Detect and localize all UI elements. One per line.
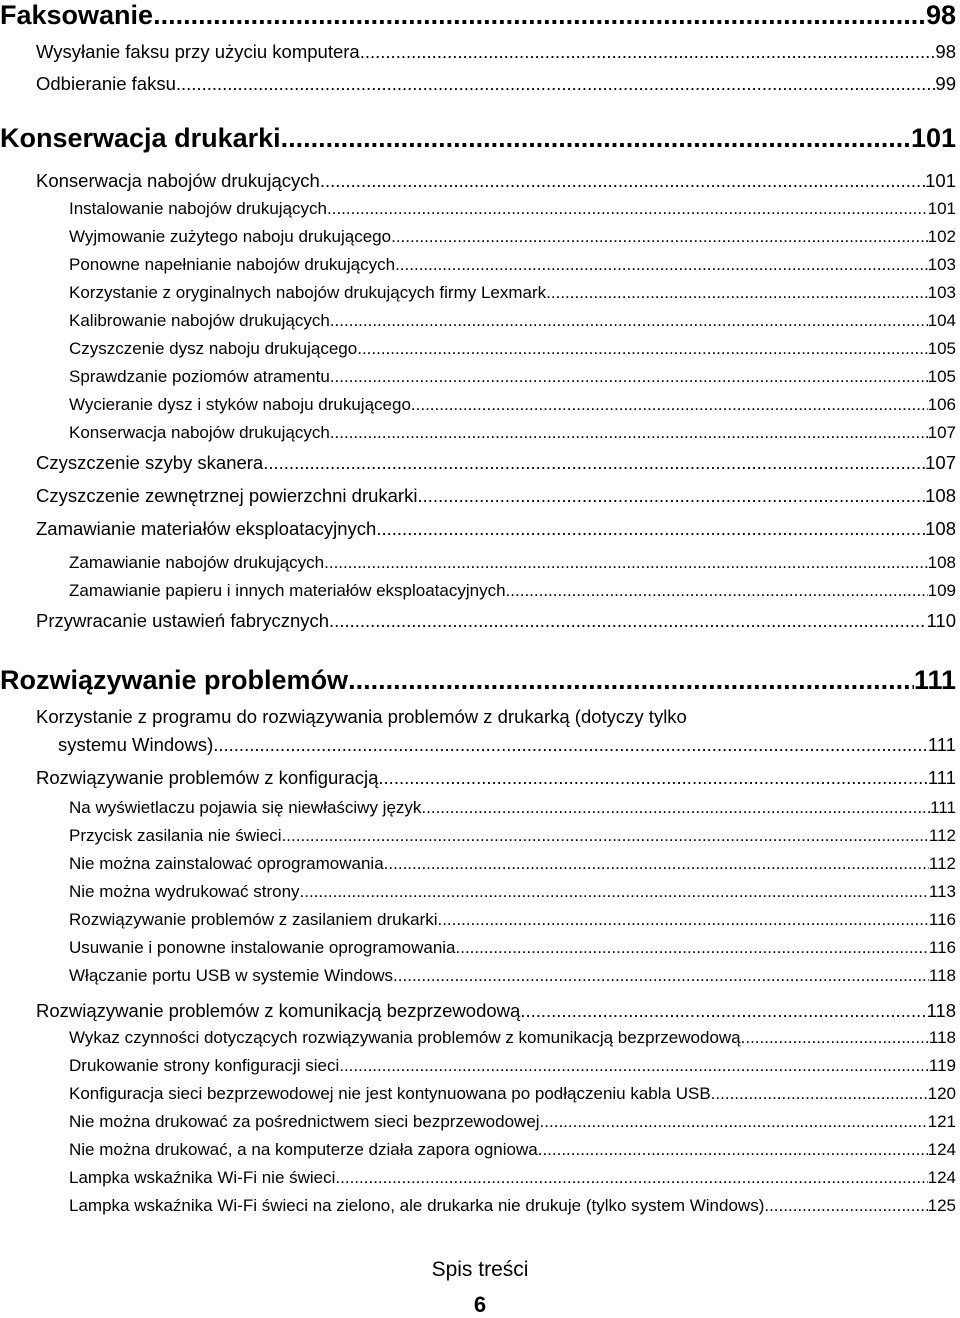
toc-entry[interactable] <box>69 910 956 930</box>
toc-leader-dots <box>540 1112 928 1132</box>
toc-page-number: 124 <box>927 1168 956 1187</box>
toc-entry[interactable] <box>69 1196 956 1216</box>
toc-leader-dots <box>329 610 926 632</box>
toc-entry[interactable] <box>69 423 956 443</box>
toc-entry[interactable] <box>69 826 956 846</box>
toc-entry-title: Przycisk zasilania nie świeci <box>69 826 282 845</box>
toc-entry[interactable] <box>36 41 956 63</box>
toc-entry[interactable] <box>69 227 956 247</box>
toc-entry[interactable] <box>69 1112 956 1132</box>
toc-page-number: 98 <box>925 0 956 30</box>
toc-page-number: 120 <box>927 1084 956 1103</box>
toc-leader-dots <box>456 938 929 958</box>
toc-chapter-entry[interactable] <box>0 665 956 696</box>
toc-page-number: 110 <box>926 610 956 631</box>
toc-entry-title: Kalibrowanie nabojów drukujących <box>69 311 330 330</box>
toc-page-number: 112 <box>928 826 956 845</box>
toc-leader-dots <box>421 798 930 818</box>
toc-page-number: 108 <box>925 485 956 506</box>
toc-leader-dots <box>327 199 928 219</box>
toc-chapter-entry[interactable] <box>0 123 956 154</box>
toc-leader-dots <box>281 123 911 154</box>
toc-entry[interactable] <box>69 1056 956 1076</box>
toc-page-number: 105 <box>927 367 956 386</box>
toc-entry[interactable] <box>36 767 956 789</box>
toc-entry[interactable] <box>69 255 956 275</box>
toc-entry-title: Zamawianie materiałów eksploatacyjnych <box>36 518 377 539</box>
toc-entry-title: Wykaz czynności dotyczących rozwiązywania problemów z komunikacją bezprzewodową <box>69 1028 741 1047</box>
footer-page-number: 6 <box>473 1292 487 1317</box>
toc-entry[interactable] <box>69 581 956 601</box>
toc-entry[interactable] <box>69 199 956 219</box>
toc-page-number: 116 <box>928 938 956 957</box>
toc-entry-title: Nie można drukować za pośrednictwem sieci bezprzewodowej <box>69 1112 540 1131</box>
toc-leader-dots <box>376 518 925 540</box>
toc-leader-dots <box>324 553 927 573</box>
toc-page-number: 118 <box>928 1028 956 1047</box>
toc-page-number: 107 <box>927 423 956 442</box>
toc-entry[interactable] <box>36 518 956 540</box>
toc-entry-title: Włączanie portu USB w systemie Windows <box>69 966 394 985</box>
toc-page-number: 101 <box>910 123 956 153</box>
toc-chapter-entry[interactable] <box>0 0 956 31</box>
toc-leader-dots <box>263 452 925 474</box>
toc-leader-dots <box>378 767 927 789</box>
toc-entry[interactable] <box>69 882 956 902</box>
toc-entry-title: Nie można drukować, a na komputerze działa zapora ogniowa <box>69 1140 538 1159</box>
toc-leader-dots <box>360 41 936 63</box>
toc-entry[interactable] <box>69 283 956 303</box>
toc-leader-dots <box>330 423 928 443</box>
toc-leader-dots <box>546 283 927 303</box>
toc-entry-title: Zamawianie papieru i innych materiałów eksploatacyjnych <box>69 581 506 600</box>
toc-leader-dots <box>391 227 928 247</box>
toc-page-number: 101 <box>927 199 956 218</box>
toc-entry[interactable] <box>69 854 956 874</box>
toc-entry[interactable] <box>69 339 956 359</box>
toc-leader-dots <box>330 311 928 331</box>
toc-leader-dots <box>395 255 928 275</box>
toc-entry-title-line1[interactable]: Korzystanie z programu do rozwiązywania problemów z drukarką (dotyczy tylko <box>36 706 687 727</box>
toc-entry-title: Zamawianie nabojów drukujących <box>69 553 325 572</box>
toc-page-number: 109 <box>927 581 956 600</box>
toc-leader-dots <box>393 966 929 986</box>
toc-entry[interactable] <box>58 734 956 756</box>
toc-entry-title: Sprawdzanie poziomów atramentu <box>69 367 330 386</box>
toc-entry[interactable] <box>36 170 956 192</box>
toc-page-number: 116 <box>928 910 956 929</box>
toc-entry[interactable] <box>69 553 956 573</box>
toc-page-number: 105 <box>927 339 956 358</box>
toc-leader-dots <box>282 826 929 846</box>
toc-page-number: 101 <box>925 170 956 191</box>
toc-page-number: 124 <box>927 1140 956 1159</box>
toc-page-number: 108 <box>925 518 956 539</box>
toc-leader-dots <box>330 367 928 387</box>
footer-section-title: Spis treści <box>431 1258 529 1281</box>
toc-leader-dots <box>520 1000 926 1022</box>
toc-leader-dots <box>348 665 914 696</box>
toc-leader-dots <box>300 882 929 902</box>
toc-entry-title: Konserwacja drukarki <box>0 123 281 153</box>
toc-page-number: 111 <box>927 734 956 755</box>
toc-leader-dots <box>437 910 928 930</box>
toc-entry-title: Wyjmowanie zużytego naboju drukującego <box>69 227 392 246</box>
toc-entry-title: Odbieranie faksu <box>36 73 176 94</box>
toc-leader-dots <box>411 395 928 415</box>
toc-page-number: 104 <box>927 311 956 330</box>
toc-entry-title: Konserwacja nabojów drukujących <box>69 423 330 442</box>
toc-page-number: 102 <box>927 227 956 246</box>
toc-leader-dots <box>506 581 928 601</box>
toc-leader-dots <box>357 339 927 359</box>
toc-entry-title: Nie można zainstalować oprogramowania <box>69 854 384 873</box>
toc-entry-title: Drukowanie strony konfiguracji sieci <box>69 1056 340 1075</box>
toc-entry-title: Konfiguracja sieci bezprzewodowej nie jest kontynuowana po podłączeniu kabla USB <box>69 1084 711 1103</box>
toc-entry[interactable] <box>36 73 956 95</box>
toc-page-number: 107 <box>925 452 956 473</box>
toc-page-number: 119 <box>928 1056 956 1075</box>
toc-leader-dots <box>711 1084 928 1104</box>
toc-entry[interactable] <box>69 367 956 387</box>
toc-entry-title: Rozwiązywanie problemów <box>0 665 349 695</box>
toc-entry[interactable] <box>36 485 956 507</box>
toc-entry[interactable] <box>69 1140 956 1160</box>
toc-entry-title: Czyszczenie dysz naboju drukującego <box>69 339 358 358</box>
toc-leader-dots <box>153 0 926 31</box>
toc-page-number: 111 <box>930 798 956 817</box>
toc-page-number: 111 <box>927 767 956 788</box>
toc-entry-title: Przywracanie ustawień fabrycznych <box>36 610 330 631</box>
toc-page-number: 113 <box>928 882 956 901</box>
toc-entry-title: Wysyłanie faksu przy użyciu komputera <box>36 41 360 62</box>
toc-entry[interactable] <box>36 1000 956 1022</box>
toc-entry-title: Rozwiązywanie problemów z konfiguracją <box>36 767 379 788</box>
toc-entry-title: Lampka wskaźnika Wi-Fi świeci na zielono, ale drukarka nie drukuje (tylko system Windows) <box>69 1196 765 1215</box>
toc-entry[interactable] <box>69 311 956 331</box>
toc-leader-dots <box>176 73 936 95</box>
toc-entry[interactable] <box>36 610 956 632</box>
toc-page-number: 112 <box>928 854 956 873</box>
toc-page-number: 108 <box>927 553 956 572</box>
toc-entry[interactable] <box>69 1084 956 1104</box>
toc-leader-dots <box>320 170 925 192</box>
toc-page-number: 118 <box>926 1000 956 1021</box>
toc-entry[interactable] <box>36 452 956 474</box>
toc-page-number: 125 <box>927 1196 956 1215</box>
toc-entry[interactable] <box>69 938 956 958</box>
toc-leader-dots <box>417 485 925 507</box>
toc-entry-title: Lampka wskaźnika Wi-Fi nie świeci <box>69 1168 336 1187</box>
toc-leader-dots <box>764 1196 927 1216</box>
toc-entry[interactable] <box>69 395 956 415</box>
toc-entry-title: Usuwanie i ponowne instalowanie oprogramowania <box>69 938 456 957</box>
toc-entry-title: Nie można wydrukować strony <box>69 882 300 901</box>
toc-page-number: 118 <box>928 966 956 985</box>
toc-entry[interactable] <box>69 798 956 818</box>
toc-leader-dots <box>335 1168 927 1188</box>
toc-entry[interactable] <box>69 1028 956 1048</box>
toc-entry-title: Ponowne napełnianie nabojów drukujących <box>69 255 396 274</box>
toc-page-number: 121 <box>927 1112 956 1131</box>
toc-entry-title: Rozwiązywanie problemów z zasilaniem drukarki <box>69 910 438 929</box>
toc-leader-dots <box>538 1140 928 1160</box>
toc-page-number: 111 <box>913 665 956 695</box>
toc-entry[interactable] <box>69 1168 956 1188</box>
toc-page-number: 103 <box>927 283 956 302</box>
toc-entry[interactable] <box>69 966 956 986</box>
toc-entry-title: Korzystanie z oryginalnych nabojów drukujących firmy Lexmark <box>69 283 547 302</box>
toc-leader-dots <box>339 1056 929 1076</box>
toc-entry-title: Wycieranie dysz i styków naboju drukującego <box>69 395 411 414</box>
toc-entry-title: Rozwiązywanie problemów z komunikacją bezprzewodową <box>36 1000 521 1021</box>
toc-leader-dots <box>384 854 929 874</box>
toc-entry-title: Na wyświetlaczu pojawia się niewłaściwy język <box>69 798 422 817</box>
toc-leader-dots <box>741 1028 929 1048</box>
toc-entry-title: Czyszczenie zewnętrznej powierzchni drukarki <box>36 485 418 506</box>
toc-page-number: 103 <box>927 255 956 274</box>
toc-entry-title: Czyszczenie szyby skanera <box>36 452 264 473</box>
toc-page-number: 99 <box>935 73 956 94</box>
toc-entry-title: Instalowanie nabojów drukujących <box>69 199 327 218</box>
toc-page-number: 98 <box>935 41 956 62</box>
toc-page-number: 106 <box>927 395 956 414</box>
toc-entry-title: Konserwacja nabojów drukujących <box>36 170 320 191</box>
toc-leader-dots <box>213 734 928 756</box>
toc-entry-title-line2: systemu Windows) <box>58 734 214 755</box>
toc-entry-title: Faksowanie <box>0 0 154 30</box>
